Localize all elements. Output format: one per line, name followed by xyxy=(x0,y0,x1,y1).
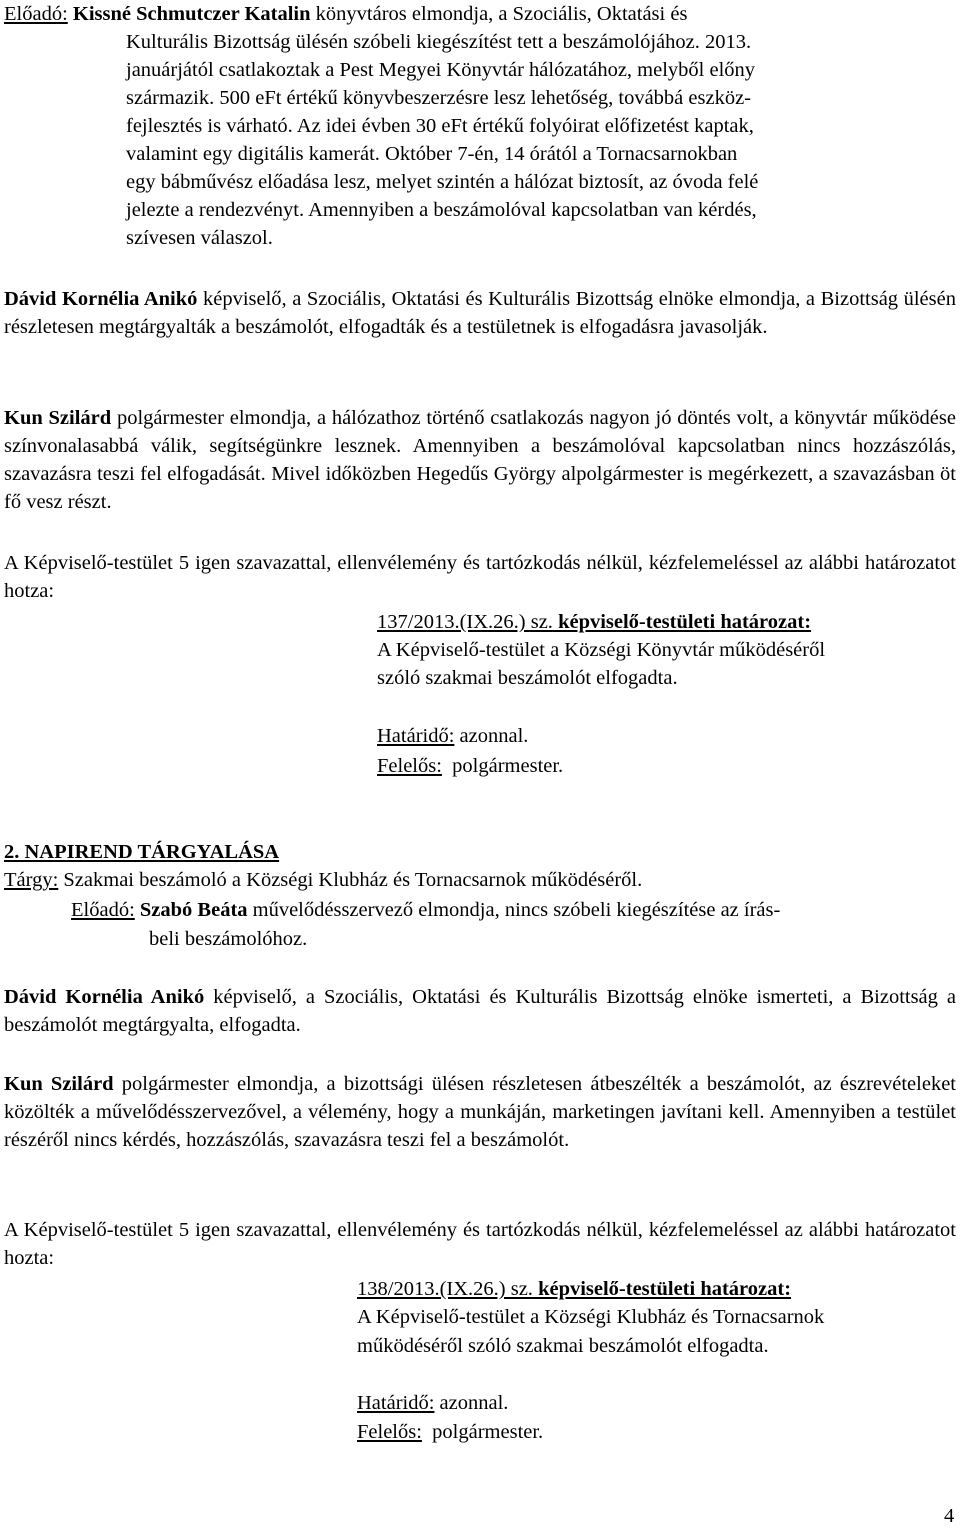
vote-paragraph: A Képviselő-testület 5 igen szavazattal, ellenvélemény és tartózkodás nélkül, kézfelemeléssel az alábbi határozatot hotza: xyxy=(4,552,956,602)
resolution-title: képviselő-testületi határozat: xyxy=(552,611,812,633)
agenda-heading-text: 2. NAPIREND TÁRGYALÁSA xyxy=(4,841,280,863)
presenter-name: Szabó Beáta xyxy=(139,899,248,921)
paragraph-text: képviselő, a Szociális, Oktatási és Kulturális Bizottság elnöke ismerteti, a Bizottság a beszámolót megtárgyalta, elfogadta. xyxy=(4,986,956,1036)
speaker-name: Dávid Kornélia Anikó xyxy=(4,288,198,310)
speaker-name: Kun Szilárd xyxy=(4,1073,114,1095)
presenter-line: Kulturális Bizottság ülésén szóbeli kiegészítést tett a beszámolójához. 2013. xyxy=(126,31,752,53)
presenter-line: szívesen válaszol. xyxy=(126,227,273,249)
resolution-heading xyxy=(377,608,811,636)
kun-paragraph xyxy=(4,1070,956,1154)
resolution-line: A Képviselő-testület a Községi Klubház és Tornacsarnok xyxy=(357,1306,825,1328)
paragraph-text: polgármester elmondja, a hálózathoz történő csatlakozás nagyon jó döntés volt, a könyvtár működése színvonalasabbá válik, segítségünkre lesznek. Amennyiben a beszámolóval kapcsolatban nincs hozzászólás, szavazásra teszi fel elfogadását. Mivel időközben Hegedűs György alpolgármester is megérkezett, a szavazásban öt fő vesz részt. xyxy=(4,407,956,513)
presenter-line: egy bábművész előadása lesz, melyet szintén a hálózat biztosít, az óvoda felé xyxy=(126,171,759,193)
resolution-line: működéséről szóló szakmai beszámolót elfogadta. xyxy=(357,1335,769,1357)
presenter-continuation xyxy=(126,28,890,252)
responsible-value: polgármester. xyxy=(421,1421,544,1443)
responsible-label: Felelős: xyxy=(377,755,442,777)
deadline-label: Határidő: xyxy=(357,1392,435,1414)
responsible-line xyxy=(357,1418,543,1446)
speaker-name: Kun Szilárd xyxy=(4,407,112,429)
deadline-value: azonnal. xyxy=(454,725,529,747)
presenter-label: Előadó: xyxy=(4,3,68,25)
resolution-number: 137/2013.(IX.26.) sz. xyxy=(377,611,553,633)
presenter-line: jelezte a rendezvényt. Amennyiben a beszámolóval kapcsolatban van kérdés, xyxy=(126,199,757,221)
presenter-line: januárjától csatlakoztak a Pest Megyei Könyvtár hálózatához, melyből előny xyxy=(126,59,756,81)
subject-label: Tárgy: xyxy=(4,869,59,891)
resolution-line: szóló szakmai beszámolót elfogadta. xyxy=(377,667,678,689)
agenda-heading xyxy=(4,838,956,866)
david-paragraph xyxy=(4,983,956,1039)
responsible-line xyxy=(377,752,563,780)
page-number: 4 xyxy=(944,1505,955,1527)
subject-text: Szakmai beszámoló a Községi Klubház és Tornacsarnok működéséről. xyxy=(58,869,643,891)
deadline-line xyxy=(377,722,528,750)
presenter-line: fejlesztés is várható. Az idei évben 30 eFt értékű folyóirat előfizetést kaptak, xyxy=(126,115,754,137)
presenter-line: származik. 500 eFt értékű könyvbeszerzésre lesz lehetőség, továbbá eszköz- xyxy=(126,87,751,109)
presenter-text: művelődésszervező elmondja, nincs szóbeli kiegészítése az írás- xyxy=(247,899,781,921)
resolution-number: 138/2013.(IX.26.) sz. xyxy=(357,1278,533,1300)
responsible-label: Felelős: xyxy=(357,1421,422,1443)
resolution-title: képviselő-testületi határozat: xyxy=(532,1278,792,1300)
david-paragraph xyxy=(4,285,956,341)
kun-paragraph xyxy=(4,404,956,516)
presenter-name: Kissné Schmutczer Katalin xyxy=(72,3,311,25)
paragraph-text: polgármester elmondja, a bizottsági ülésen részletesen átbeszélték a beszámolót, az észrevételeket közölték a művelődésszervezővel, a vélemény, hogy a munkáján, marketingen javítani kell. Amennyiben a testület részéről nincs kérdés, hozzászólás, szavazásra teszi fel a beszámolót. xyxy=(4,1073,956,1151)
deadline-value: azonnal. xyxy=(434,1392,509,1414)
presenter-text: könyvtáros elmondja, a Szociális, Oktatási és xyxy=(310,3,688,25)
presenter-line-1 xyxy=(4,0,956,28)
resolution-heading xyxy=(357,1275,791,1303)
subject-line xyxy=(4,866,956,894)
presenter-line-2 xyxy=(71,896,780,924)
paragraph-text: képviselő, a Szociális, Oktatási és Kulturális Bizottság elnöke elmondja, a Bizottság ülésén részletesen megtárgyalták a beszámolót, elfogadták és a testületnek is elfogadásra javasolják. xyxy=(4,288,956,338)
deadline-line xyxy=(357,1389,508,1417)
responsible-value: polgármester. xyxy=(441,755,564,777)
presenter-continuation: beli beszámolóhoz. xyxy=(149,928,308,950)
presenter-line: valamint egy digitális kamerát. Október 7-én, 14 órától a Tornacsarnokban xyxy=(126,143,738,165)
resolution-line: A Képviselő-testület a Községi Könyvtár működéséről xyxy=(377,639,826,661)
speaker-name: Dávid Kornélia Anikó xyxy=(4,986,205,1008)
deadline-label: Határidő: xyxy=(377,725,455,747)
presenter-label: Előadó: xyxy=(71,899,135,921)
vote-paragraph: A Képviselő-testület 5 igen szavazattal, ellenvélemény és tartózkodás nélkül, kézfelemeléssel az alábbi határozatot hozta: xyxy=(4,1219,956,1269)
